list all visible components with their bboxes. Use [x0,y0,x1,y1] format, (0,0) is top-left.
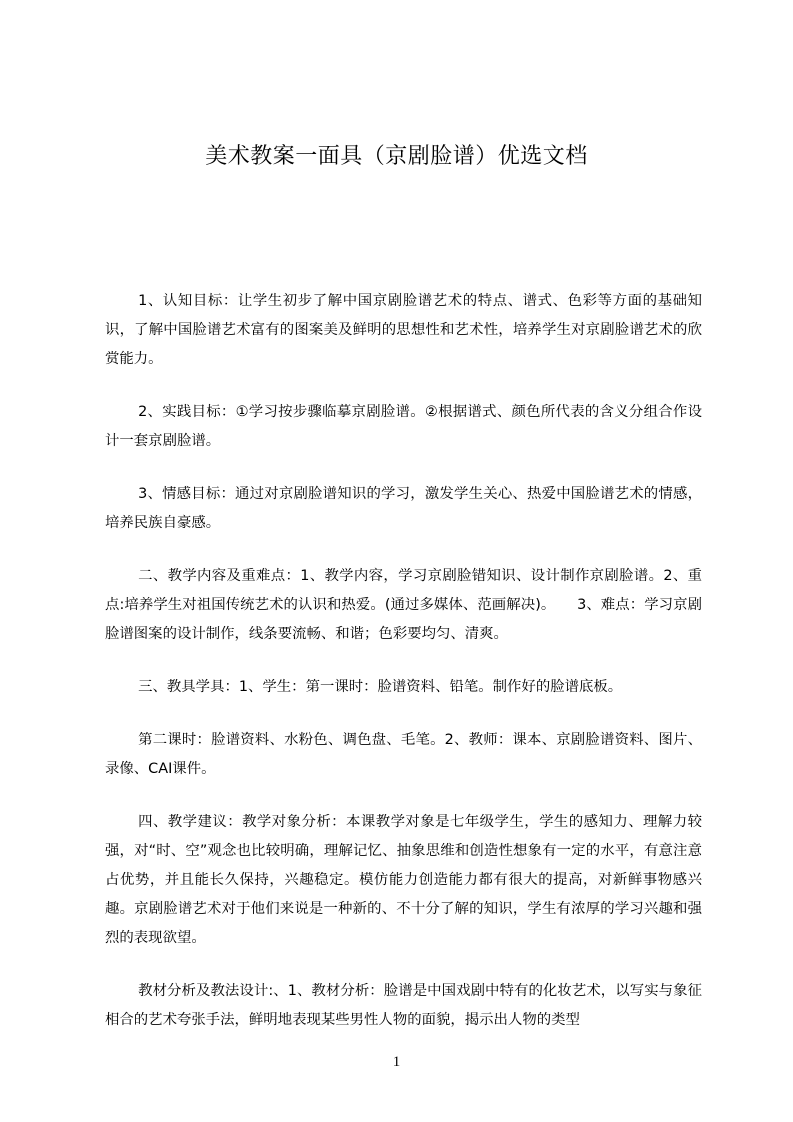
paragraph-teaching-suggestions: 四、教学建议：教学对象分析：本课教学对象是七年级学生，学生的感知力、理解力较强，对“时、空”观念也比较明确，理解记忆、抽象思维和创造性想象有一定的水平，有意注意占优势，并且能长久保持，兴趣稳定。模仿能力创造能力都有很大的提高，对新鲜事物感兴趣。京剧脸谱艺术对于他们来说是一种新的、不十分了解的知识，学生有浓厚的学习兴趣和强烈的表现欲望。 [105,814,702,946]
paragraph-content-key-points: 二、教学内容及重难点：1、教学内容，学习京剧脸错知识、设计制作京剧脸谱。2、重点:培养学生对祖国传统艺术的认识和热爱。(通过多媒体、范画解决)。 3、难点：学习京剧脸谱图案的设计制作，线条要流畅、和谐；色彩要均匀、清爽。 [105,568,702,642]
paragraph-teaching-tools: 三、教具学具：1、学生：第一课时：脸谱资料、铅笔。制作好的脸谱底板。 [138,679,623,695]
document-body [105,287,702,1059]
paragraph-second-lesson: 第二课时：脸谱资料、水粉色、调色盘、毛笔。2、教师：课本、京剧脸谱资料、图片、录像、CAI课件。 [105,732,702,777]
paragraph-practice-goal: 2、实践目标：①学习按步骤临摹京剧脸谱。②根据谱式、颜色所代表的含义分组合作设计一套京剧脸谱。 [105,404,702,449]
paragraph-emotion-goal: 3、情感目标：通过对京剧脸谱知识的学习，激发学生关心、热爱中国脸谱艺术的情感，培养民族自豪感。 [105,486,702,531]
paragraph-material-analysis: 教材分析及教法设计:、1、教材分析：脸谱是中国戏剧中特有的化妆艺术，以写实与象征相合的艺术夸张手法，鲜明地表现某些男性人物的面貌，揭示出人物的类型 [105,983,702,1028]
paragraph-cognitive-goal: 1、认知目标：让学生初步了解中国京剧脸谱艺术的特点、谱式、色彩等方面的基础知识，了解中国脸谱艺术富有的图案美及鲜明的思想性和艺术性，培养学生对京剧脸谱艺术的欣赏能力。 [105,293,702,367]
document-title: 美术教案一面具（京剧脸谱）优选文档 [205,144,588,169]
page-number: 1 [392,1054,401,1070]
